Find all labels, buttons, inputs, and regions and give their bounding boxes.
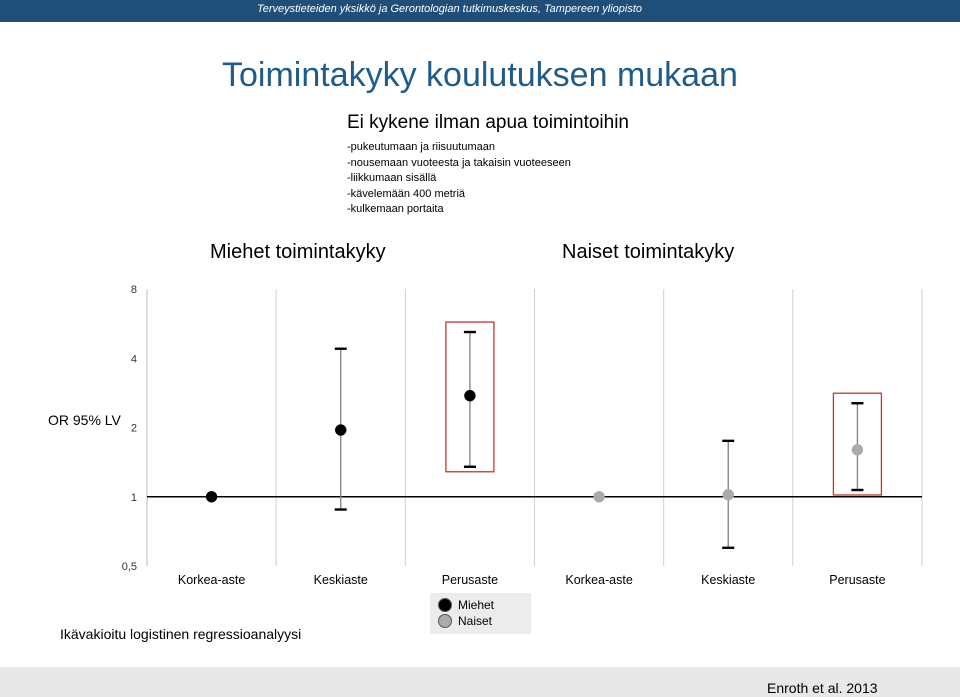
y-tick-label: 2 <box>130 422 137 435</box>
subtitle: Ei kykene ilman apua toimintoihin <box>347 112 629 133</box>
y-tick-label: 1 <box>130 491 137 504</box>
panel-title-men: Miehet toimintakyky <box>210 241 386 263</box>
data-point <box>206 491 217 502</box>
citation: Enroth et al. 2013 <box>767 680 878 696</box>
x-tick-label: Korkea-aste <box>177 573 246 587</box>
data-point <box>723 489 734 500</box>
criteria-item: -nousemaan vuoteesta ja takaisin vuoteeseen <box>347 156 571 169</box>
page-title: Toimintakyky koulutuksen mukaan <box>222 56 738 94</box>
data-point <box>464 390 475 401</box>
x-tick-label: Keskiaste <box>313 573 368 587</box>
legend-marker-women <box>438 614 452 628</box>
y-tick-label: 0,5 <box>121 561 137 573</box>
legend-item-men <box>438 597 494 613</box>
y-tick-label: 8 <box>130 284 137 296</box>
legend-item-women <box>438 613 492 629</box>
data-point <box>594 491 605 502</box>
legend <box>430 593 531 634</box>
panel-title-women: Naiset toimintakyky <box>562 241 735 263</box>
footnote: Ikävakioitu logistinen regressioanalyysi <box>60 626 302 642</box>
affiliation-text: Terveystieteiden yksikkö ja Gerontologian tutkimuskeskus, Tampereen yliopisto <box>257 3 642 15</box>
y-tick-label: 4 <box>130 353 137 366</box>
criteria-item: -kävelemään 400 metriä <box>347 187 466 200</box>
legend-label-women: Naiset <box>458 614 493 628</box>
criteria-item: -liikkumaan sisällä <box>347 172 437 185</box>
criteria-item: -pukeutumaan ja riisuutumaan <box>347 141 495 153</box>
legend-label-men: Miehet <box>458 598 495 612</box>
legend-marker-men <box>438 598 452 612</box>
x-tick-label: Korkea-aste <box>565 573 633 587</box>
y-axis-label: OR 95% LV <box>48 412 121 428</box>
x-tick-label: Perusaste <box>441 573 499 587</box>
data-point <box>852 444 863 455</box>
x-tick-label: Perusaste <box>829 573 886 587</box>
x-tick-label: Keskiaste <box>701 573 756 587</box>
criteria-item: -kulkemaan portaita <box>347 203 444 216</box>
data-point <box>335 425 346 436</box>
